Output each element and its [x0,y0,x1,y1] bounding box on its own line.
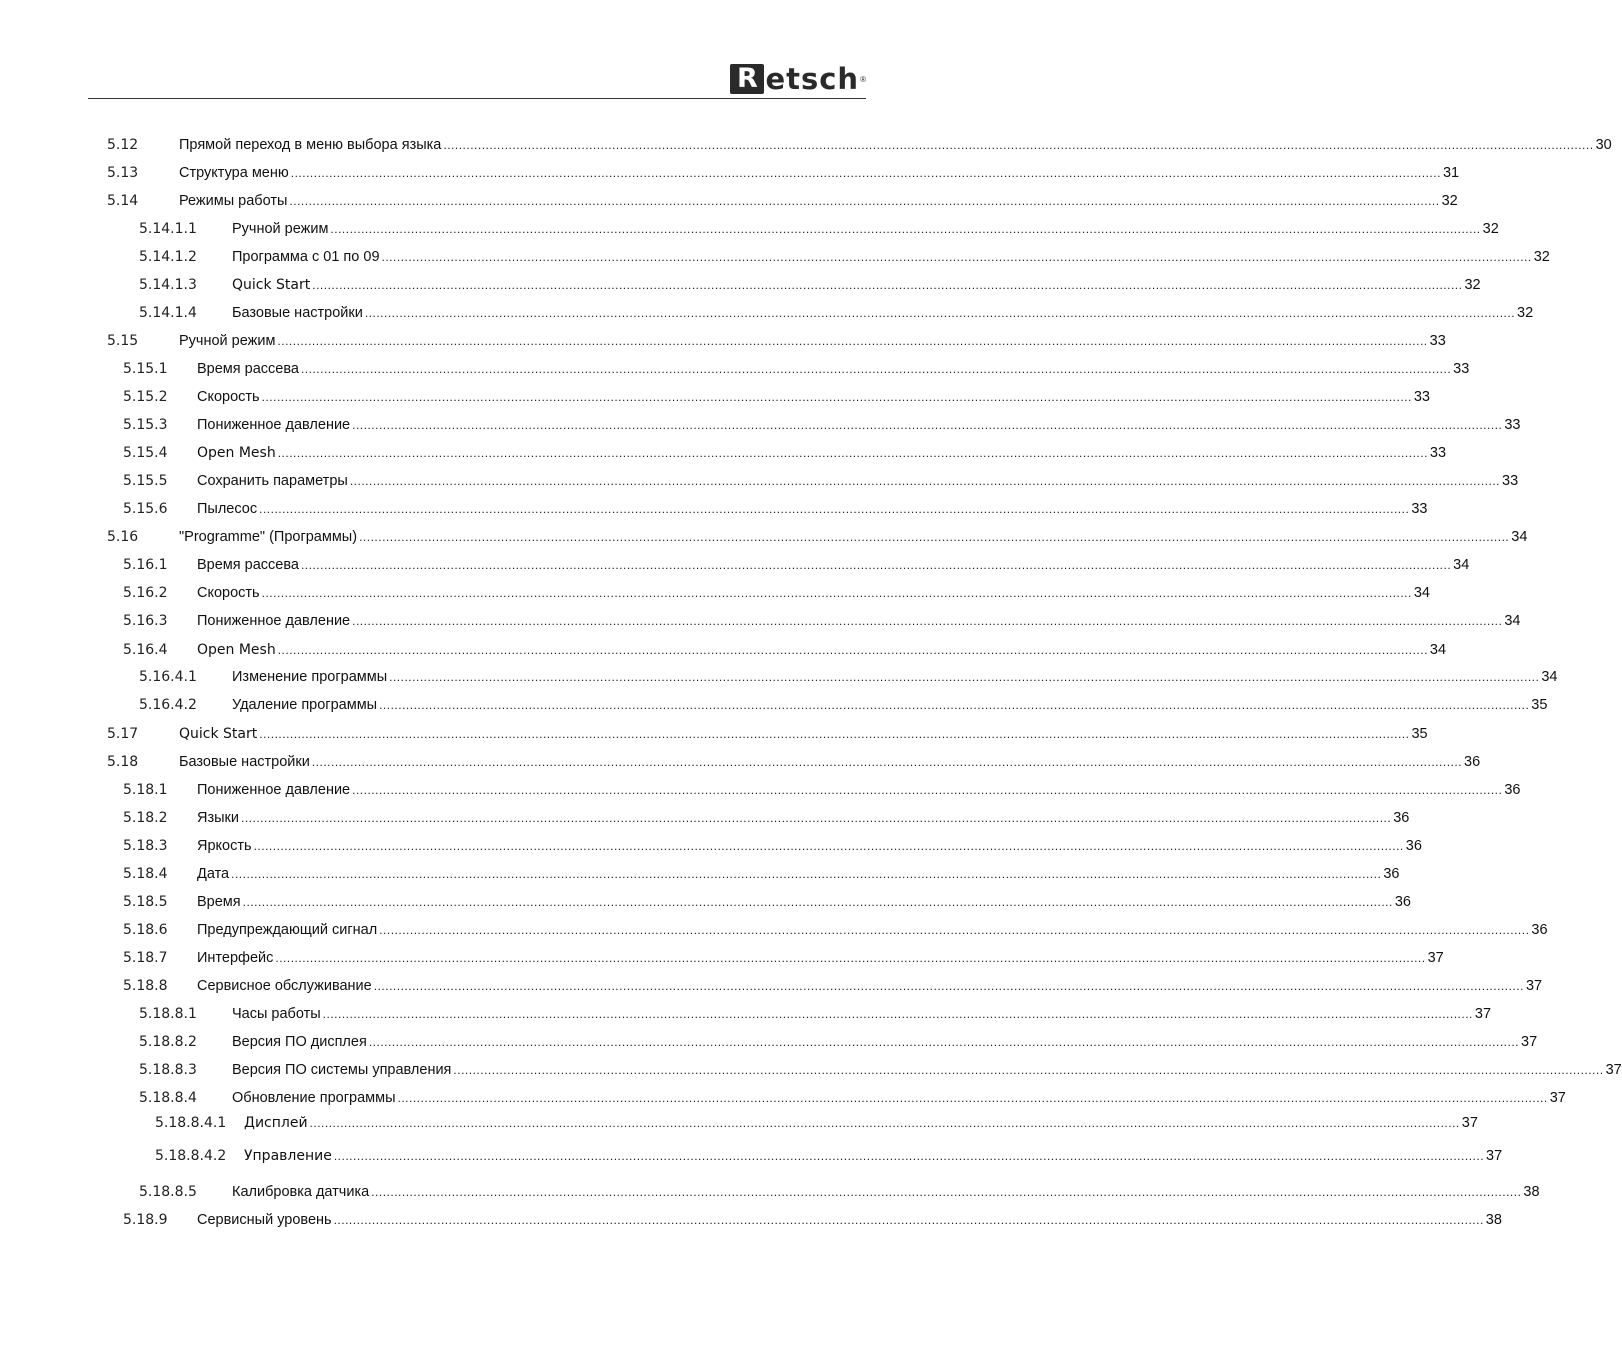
registered-mark: ® [860,74,866,84]
toc-page-number: 38 [1485,1212,1502,1228]
toc-section-number: 5.16 [107,529,139,545]
toc-dot-leader: ............................................................................................................................................................................................................................................................................................................ [259,502,1410,516]
toc-dot-leader: ............................................................................................................................................................................................................................................................................................................ [333,1213,1484,1227]
toc-entry[interactable] [0,1062,1622,1084]
toc-section-title: Базовые настройки [232,305,363,321]
toc-dot-leader: ............................................................................................................................................................................................................................................................................................................ [289,194,1440,208]
toc-page-number: 36 [1393,810,1410,826]
toc-section-title: Языки [197,810,239,826]
toc-section-title: Ручной режим [232,221,329,237]
toc-entry[interactable] [0,417,1521,439]
toc-dot-leader: ............................................................................................................................................................................................................................................................................................................ [300,558,1452,572]
toc-section-number: 5.14.1.3 [139,277,197,293]
toc-section-title: Дисплей [244,1115,308,1131]
toc-section-number: 5.15.1 [123,361,168,377]
toc-page-number: 31 [1442,165,1460,181]
toc-page-number: 33 [1453,361,1470,377]
toc-section-title: Quick Start [232,277,311,293]
toc-section-number: 5.18.8.2 [139,1034,197,1050]
toc-entry[interactable] [0,642,1447,664]
toc-section-number: 5.18.8.5 [139,1184,197,1200]
toc-entry[interactable] [0,305,1534,327]
toc-page-number: 37 [1549,1090,1566,1106]
toc-dot-leader: ............................................................................................................................................................................................................................................................................................................ [277,334,1428,348]
toc-dot-leader: ............................................................................................................................................................................................................................................................................................................ [330,222,1481,236]
toc-dot-leader: ............................................................................................................................................................................................................................................................................................................ [453,1063,1604,1077]
toc-section-number: 5.18.7 [123,950,168,966]
toc-section-title: Режимы работы [179,193,288,209]
toc-dot-leader: ............................................................................................................................................................................................................................................................................................................ [349,474,1501,488]
toc-dot-leader: ............................................................................................................................................................................................................................................................................................................ [352,783,1503,797]
toc-section-title: Программа с 01 по 09 [232,249,380,265]
toc-dot-leader: ............................................................................................................................................................................................................................................................................................................ [253,839,1404,853]
toc-entry[interactable] [0,950,1444,972]
toc-entry[interactable] [0,866,1400,888]
toc-entry[interactable] [0,193,1458,215]
toc-dot-leader: ............................................................................................................................................................................................................................................................................................................ [379,698,1530,712]
toc-entry[interactable] [0,697,1548,719]
toc-section-number: 5.18.3 [123,838,168,854]
toc-section-number: 5.14.1.1 [139,221,197,237]
toc-section-number: 5.18.2 [123,810,168,826]
toc-page-number: 36 [1405,838,1422,854]
toc-section-number: 5.14.1.2 [139,249,197,265]
toc-section-title: Предупреждающий сигнал [197,922,378,938]
toc-dot-leader: ............................................................................................................................................................................................................................................................................................................ [261,586,1412,600]
toc-dot-leader: ............................................................................................................................................................................................................................................................................................................ [311,755,1463,769]
toc-page-number: 37 [1427,950,1444,966]
toc-dot-leader: ............................................................................................................................................................................................................................................................................................................ [379,923,1530,937]
toc-dot-leader: ............................................................................................................................................................................................................................................................................................................ [277,643,1428,657]
toc-entry[interactable] [0,726,1428,748]
toc-section-title: Яркость [197,838,252,854]
toc-entry[interactable] [0,1148,1503,1170]
toc-page-number: 32 [1533,249,1550,265]
toc-entry[interactable] [0,1006,1492,1028]
toc-entry[interactable] [0,221,1499,243]
toc-section-number: 5.18.1 [123,782,168,798]
toc-dot-leader: ............................................................................................................................................................................................................................................................................................................ [242,895,1393,909]
toc-section-number: 5.15.2 [123,389,168,405]
toc-section-number: 5.15.6 [123,501,168,517]
toc-dot-leader: ............................................................................................................................................................................................................................................................................................................ [359,530,1510,544]
toc-entry[interactable] [0,249,1550,271]
toc-section-title: Пылесос [197,501,258,517]
toc-page-number: 35 [1531,697,1548,713]
toc-dot-leader: ............................................................................................................................................................................................................................................................................................................ [368,1035,1520,1049]
toc-section-number: 5.14.1.4 [139,305,197,321]
toc-entry[interactable] [0,1090,1566,1112]
toc-page-number: 38 [1523,1184,1540,1200]
toc-dot-leader: ............................................................................................................................................................................................................................................................................................................ [259,727,1410,741]
toc-page-number: 33 [1504,417,1521,433]
toc-section-number: 5.14 [107,193,139,209]
toc-section-number: 5.18 [107,754,139,770]
toc-dot-leader: ............................................................................................................................................................................................................................................................................................................ [277,446,1428,460]
toc-section-title: Прямой переход в меню выбора языка [179,137,442,153]
toc-section-title: Управление [244,1148,332,1164]
toc-entry[interactable] [0,754,1481,776]
toc-section-number: 5.15 [107,333,139,349]
toc-section-number: 5.18.8.1 [139,1006,197,1022]
toc-page-number: 34 [1541,669,1558,685]
toc-dot-leader: ............................................................................................................................................................................................................................................................................................................ [373,979,1524,993]
toc-section-title: Интерфейс [197,950,274,966]
toc-dot-leader: ............................................................................................................................................................................................................................................................................................................ [352,614,1503,628]
toc-dot-leader: ............................................................................................................................................................................................................................................................................................................ [371,1185,1522,1199]
toc-page-number: 33 [1429,445,1447,461]
toc-dot-leader: ............................................................................................................................................................................................................................................................................................................ [333,1149,1485,1163]
toc-section-title: Калибровка датчика [232,1184,370,1200]
toc-dot-leader: ............................................................................................................................................................................................................................................................................................................ [261,390,1412,404]
toc-page-number: 34 [1453,557,1470,573]
toc-section-title: Время [197,894,241,910]
toc-dot-leader: ............................................................................................................................................................................................................................................................................................................ [352,418,1503,432]
toc-dot-leader: ............................................................................................................................................................................................................................................................................................................ [275,951,1426,965]
toc-page-number: 34 [1511,529,1528,545]
toc-entry[interactable] [0,978,1543,1000]
toc-section-title: Ручной режим [179,333,276,349]
toc-page-number: 36 [1504,782,1521,798]
toc-section-number: 5.17 [107,726,139,742]
toc-entry[interactable] [0,137,1612,159]
toc-section-title: Скорость [197,585,260,601]
toc-section-number: 5.16.3 [123,613,168,629]
toc-section-title: Время рассева [197,557,299,573]
toc-entry[interactable] [0,165,1460,187]
toc-section-number: 5.16.1 [123,557,168,573]
toc-page-number: 36 [1383,866,1400,882]
toc-page-number: 36 [1394,894,1411,910]
toc-page-number: 33 [1411,501,1428,517]
toc-dot-leader: ............................................................................................................................................................................................................................................................................................................ [443,138,1594,152]
toc-entry[interactable] [0,473,1519,495]
toc-section-title: Дата [197,866,230,882]
toc-page-number: 34 [1429,642,1447,658]
toc-entry[interactable] [0,922,1548,944]
toc-page-number: 36 [1464,754,1481,770]
toc-section-title: Базовые настройки [179,754,310,770]
toc-page-number: 32 [1441,193,1458,209]
toc-page-number: 30 [1595,137,1612,153]
toc-dot-leader: ............................................................................................................................................................................................................................................................................................................ [322,1007,1473,1021]
toc-section-number: 5.15.5 [123,473,168,489]
toc-page-number: 34 [1504,613,1521,629]
toc-section-number: 5.18.5 [123,894,168,910]
toc-page-number: 37 [1486,1148,1503,1164]
toc-section-number: 5.18.4 [123,866,168,882]
toc-dot-leader: ............................................................................................................................................................................................................................................................................................................ [300,362,1452,376]
toc-dot-leader: ............................................................................................................................................................................................................................................................................................................ [364,306,1516,320]
toc-page-number: 33 [1413,389,1430,405]
toc-page-number: 37 [1474,1006,1492,1022]
toc-section-title: Версия ПО системы управления [232,1062,452,1078]
toc-section-number: 5.16.2 [123,585,168,601]
toc-entry[interactable] [0,501,1428,523]
toc-section-title: Обновление программы [232,1090,396,1106]
toc-entry[interactable] [0,838,1422,860]
toc-page-number: 34 [1413,585,1430,601]
toc-entry[interactable] [0,557,1470,579]
toc-dot-leader: ............................................................................................................................................................................................................................................................................................................ [231,867,1382,881]
toc-section-number: 5.16.4 [123,642,168,658]
toc-entry[interactable] [0,333,1446,355]
toc-section-title: Сервисный уровень [197,1212,332,1228]
toc-entry[interactable] [0,810,1410,832]
toc-section-number: 5.18.9 [123,1212,168,1228]
toc-section-title: Пониженное давление [197,782,351,798]
toc-section-title: Open Mesh [197,445,276,461]
toc-section-number: 5.18.8.4.2 [155,1148,227,1164]
toc-section-number: 5.16.4.2 [139,697,197,713]
toc-section-number: 5.15.4 [123,445,168,461]
toc-section-title: Сервисное обслуживание [197,978,372,994]
toc-section-number: 5.18.8.3 [139,1062,197,1078]
toc-section-title: Удаление программы [232,697,378,713]
toc-section-title: Версия ПО дисплея [232,1034,367,1050]
toc-entry[interactable] [0,1212,1502,1234]
toc-entry[interactable] [0,894,1411,916]
toc-dot-leader: ............................................................................................................................................................................................................................................................................................................ [290,166,1441,180]
toc-entry[interactable] [0,669,1558,691]
toc-page-number: 37 [1521,1034,1538,1050]
toc-page-number: 33 [1429,333,1446,349]
toc-entry[interactable] [0,529,1528,551]
toc-section-title: Open Mesh [197,642,276,658]
toc-section-number: 5.12 [107,137,139,153]
toc-section-number: 5.18.6 [123,922,168,938]
toc-entry[interactable] [0,445,1447,467]
toc-dot-leader: ............................................................................................................................................................................................................................................................................................................ [389,670,1540,684]
toc-entry[interactable] [0,277,1481,299]
toc-page-number: 33 [1502,473,1519,489]
toc-section-title: Пониженное давление [197,613,351,629]
toc-dot-leader: ............................................................................................................................................................................................................................................................................................................ [381,250,1532,264]
toc-page-number: 37 [1525,978,1543,994]
toc-dot-leader: ............................................................................................................................................................................................................................................................................................................ [309,1116,1460,1130]
logo-mark: R [730,64,764,94]
toc-page-number: 32 [1517,305,1534,321]
toc-section-number: 5.18.8 [123,978,168,994]
toc-dot-leader: ............................................................................................................................................................................................................................................................................................................ [241,811,1392,825]
toc-page-number: 35 [1411,726,1428,742]
toc-section-title: Время рассева [197,361,299,377]
toc-section-number: 5.15.3 [123,417,168,433]
toc-section-title: "Programme" (Программы) [179,529,358,545]
toc-section-title: Quick Start [179,726,258,742]
toc-entry[interactable] [0,1184,1540,1206]
toc-entry[interactable] [0,389,1430,411]
toc-section-number: 5.18.8.4.1 [155,1115,227,1131]
toc-entry[interactable] [0,782,1521,804]
toc-entry[interactable] [0,1115,1478,1137]
toc-section-number: 5.13 [107,165,139,181]
toc-page-number: 37 [1461,1115,1478,1131]
toc-entry[interactable] [0,613,1521,635]
toc-page-number: 32 [1464,277,1481,293]
toc-page-number: 36 [1531,922,1548,938]
toc-entry[interactable] [0,1034,1538,1056]
toc-section-title: Сохранить параметры [197,473,348,489]
toc-section-number: 5.18.8.4 [139,1090,197,1106]
toc-page-number: 32 [1482,221,1499,237]
logo-wordmark: etsch [765,62,860,96]
toc-entry[interactable] [0,361,1470,383]
toc-dot-leader: ............................................................................................................................................................................................................................................................................................................ [397,1091,1548,1105]
toc-dot-leader: ............................................................................................................................................................................................................................................................................................................ [312,278,1463,292]
toc-section-title: Скорость [197,389,260,405]
toc-entry[interactable] [0,585,1430,607]
toc-section-title: Структура меню [179,165,289,181]
toc-page-number: 37 [1605,1062,1622,1078]
toc-section-title: Часы работы [232,1006,321,1022]
toc-section-title: Пониженное давление [197,417,351,433]
toc-section-title: Изменение программы [232,669,388,685]
toc-section-number: 5.16.4.1 [139,669,197,685]
